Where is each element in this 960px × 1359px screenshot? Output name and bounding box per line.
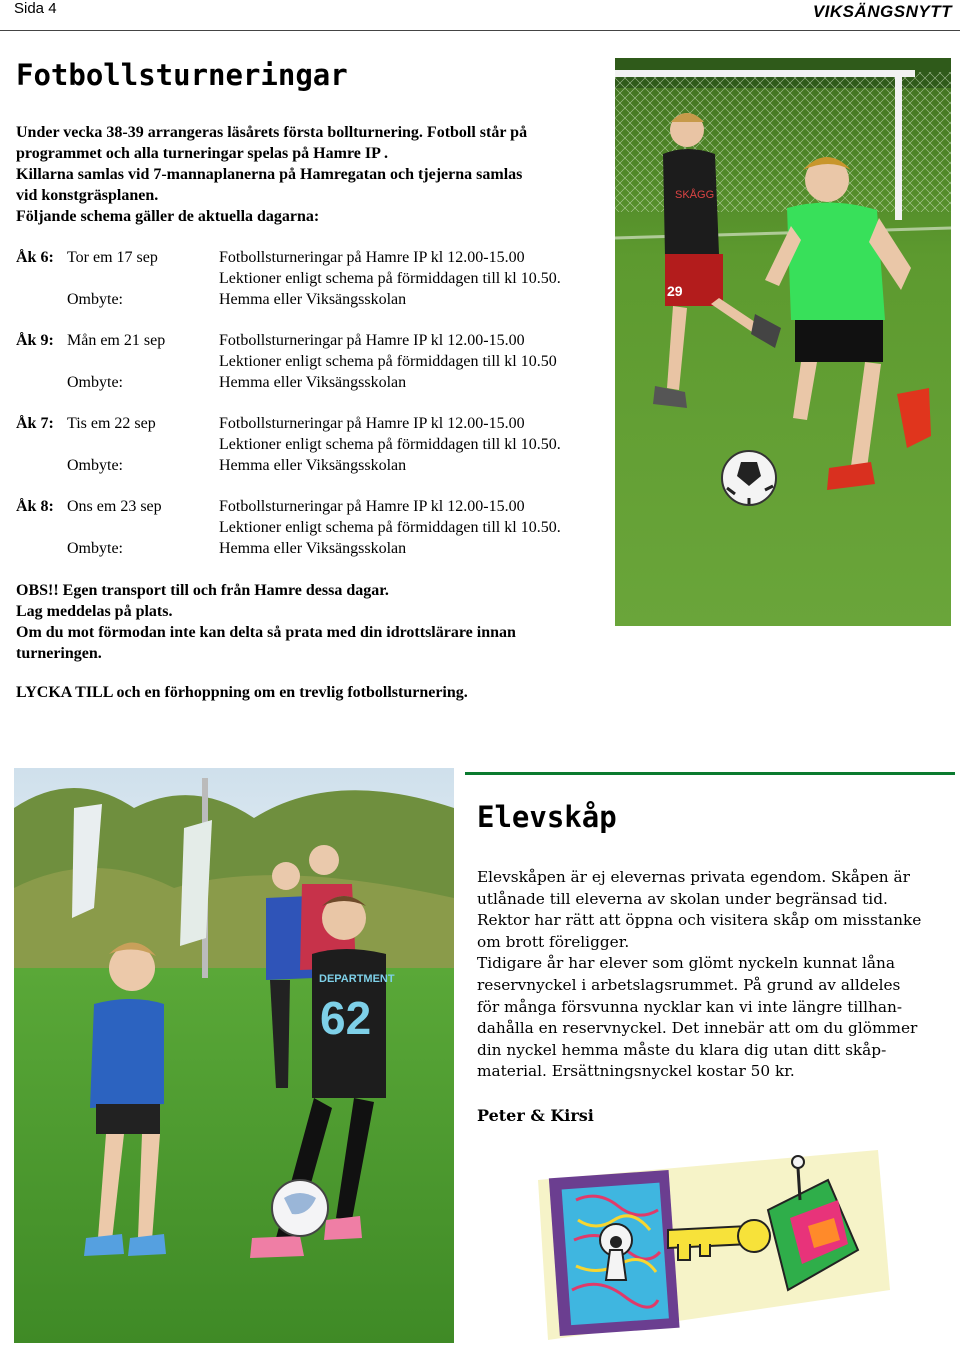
article-intro [16, 122, 606, 227]
body-line: material. Ersättningsnyckel kostar 50 kr. [477, 1062, 795, 1081]
key-lock-icon [518, 1140, 898, 1346]
article-title-lockers: Elevskåp [477, 800, 617, 834]
notice-line: Lag meddelas på plats. [16, 603, 173, 620]
body-line: Elevskåpen är ej elevernas privata egendom. Skåpen är [477, 868, 910, 886]
schedule-day: Tis em 22 sep [67, 415, 156, 432]
boys-football-illustration [615, 58, 951, 626]
change-label: Ombyte: [67, 291, 123, 308]
body-line: dahålla en reservnyckel. Det innebär att om du glömmer [477, 1019, 918, 1038]
schedule-lessons: Lektioner enligt schema på förmiddagen till kl 10.50. [219, 519, 561, 536]
intro-line: Under vecka 38-39 arrangeras läsårets första bollturnering. Fotboll står på [16, 124, 528, 141]
article-title-football: Fotbollsturneringar [16, 58, 348, 92]
body-line: utlånade till eleverna av skolan under begränsad tid. [477, 889, 888, 908]
grade-label: Åk 7: [16, 415, 54, 432]
change-label: Ombyte: [67, 457, 123, 474]
schedule-event: Fotbollsturneringar på Hamre IP kl 12.00-15.00 [219, 332, 525, 349]
lockers-body [477, 867, 957, 1083]
notice-line: Om du mot förmodan inte kan delta så prata med din idrottslärare innan [16, 624, 516, 641]
section-divider [465, 772, 955, 775]
intro-line: Följande schema gäller de aktuella dagarna: [16, 208, 320, 225]
notice-line: turneringen. [16, 645, 102, 662]
signature: Peter & Kirsi [477, 1106, 594, 1125]
intro-line: Killarna samlas vid 7-mannaplanerna på Hamregatan och tjejerna samlas [16, 166, 523, 183]
boy-shirt-number: 29 [667, 283, 683, 299]
schedule-lessons: Lektioner enligt schema på förmiddagen till kl 10.50 [219, 353, 557, 370]
notice-block [16, 580, 616, 664]
body-line: reservnyckel i arbetslagsrummet. På grund av alldeles [477, 975, 901, 994]
grade-label: Åk 6: [16, 249, 54, 266]
intro-line: programmet och alla turneringar spelas på Hamre IP . [16, 145, 388, 162]
girl-shirt-text: DEPARTMENT [319, 973, 395, 985]
change-location: Hemma eller Viksängsskolan [219, 291, 407, 308]
schedule [16, 247, 616, 559]
change-location: Hemma eller Viksängsskolan [219, 540, 407, 557]
girl-shirt-number: 62 [320, 992, 372, 1044]
schedule-lessons: Lektioner enligt schema på förmiddagen till kl 10.50. [219, 270, 561, 287]
schedule-block [16, 496, 616, 559]
change-label: Ombyte: [67, 374, 123, 391]
change-location: Hemma eller Viksängsskolan [219, 457, 407, 474]
key-lock-clipart [518, 1140, 898, 1346]
schedule-day: Mån em 21 sep [67, 332, 166, 349]
body-line: din nyckel hemma måste du klara dig utan ditt skåp- [477, 1040, 887, 1059]
change-label: Ombyte: [67, 540, 123, 557]
intro-line: vid konstgräsplanen. [16, 187, 159, 204]
schedule-day: Tor em 17 sep [67, 249, 158, 266]
body-line: för många försvunna nycklar kan vi inte längre tillhan- [477, 997, 903, 1016]
grade-label: Åk 8: [16, 498, 54, 515]
schedule-block [16, 330, 616, 393]
schedule-day: Ons em 23 sep [67, 498, 162, 515]
girls-football-photo [14, 768, 454, 1343]
body-line: Tidigare år har elever som glömt nyckeln kunnat låna [477, 954, 895, 973]
schedule-block [16, 413, 616, 476]
body-line: om brott föreligger. [477, 932, 630, 951]
change-location: Hemma eller Viksängsskolan [219, 374, 407, 391]
schedule-event: Fotbollsturneringar på Hamre IP kl 12.00-15.00 [219, 415, 525, 432]
schedule-event: Fotbollsturneringar på Hamre IP kl 12.00-15.00 [219, 498, 525, 515]
notice-line: OBS!! Egen transport till och från Hamre dessa dagar. [16, 582, 389, 599]
schedule-lessons: Lektioner enligt schema på förmiddagen till kl 10.50. [219, 436, 561, 453]
boy-shirt-text: SKÅGG [675, 189, 715, 201]
page-number: Sida 4 [14, 0, 57, 17]
girls-football-illustration [14, 768, 454, 1343]
grade-label: Åk 9: [16, 332, 54, 349]
schedule-event: Fotbollsturneringar på Hamre IP kl 12.00-15.00 [219, 249, 525, 266]
closing-line: LYCKA TILL och en förhoppning om en trevlig fotbollsturnering. [16, 684, 468, 701]
header-divider [0, 30, 960, 31]
body-line: Rektor har rätt att öppna och visitera skåp om misstanke [477, 911, 922, 930]
boys-football-photo [615, 58, 951, 626]
newsletter-masthead: VIKSÄNGSNYTT [812, 2, 952, 21]
schedule-block [16, 247, 616, 310]
